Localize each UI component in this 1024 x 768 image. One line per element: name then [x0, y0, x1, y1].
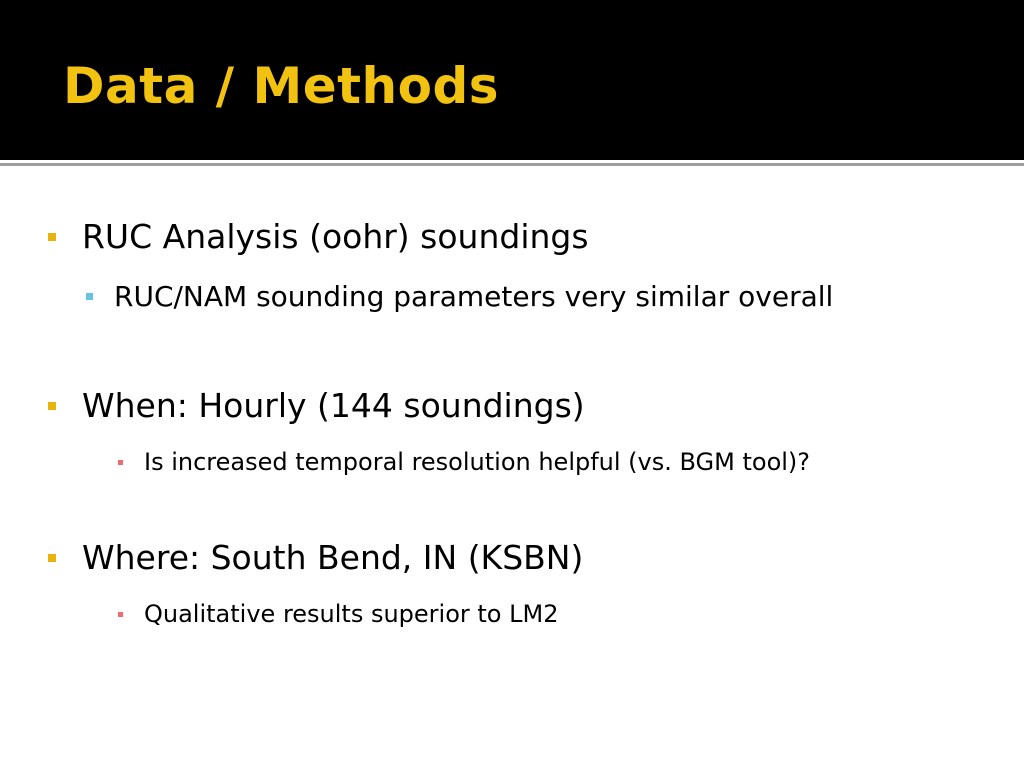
sub-bullet-text-2: Is increased temporal resolution helpful (vs. BGM tool)? — [144, 448, 811, 476]
square-bullet-icon — [86, 293, 93, 300]
square-bullet-icon — [48, 402, 56, 410]
sub-bullet-item-1 — [86, 280, 986, 318]
title-divider-gray — [0, 163, 1024, 166]
bullet-item-1 — [48, 217, 748, 261]
sub-bullet-text-3: Qualitative results superior to LM2 — [144, 600, 559, 628]
sub-bullet-item-3 — [118, 600, 998, 632]
bullet-text-1: RUC Analysis (oohr) soundings — [82, 217, 589, 256]
bullet-text-2: When: Hourly (144 soundings) — [82, 386, 585, 425]
bullet-text-3: Where: South Bend, IN (KSBN) — [82, 538, 584, 577]
slide-title: Data / Methods — [63, 57, 500, 115]
bullet-item-2 — [48, 386, 748, 430]
bullet-item-3 — [48, 538, 748, 582]
title-bar — [0, 0, 1024, 160]
sub-bullet-text-1: RUC/NAM sounding parameters very similar overall — [114, 280, 834, 313]
square-bullet-icon — [118, 460, 123, 465]
sub-bullet-item-2 — [118, 448, 998, 480]
square-bullet-icon — [48, 233, 56, 241]
square-bullet-icon — [118, 612, 123, 617]
square-bullet-icon — [48, 554, 56, 562]
